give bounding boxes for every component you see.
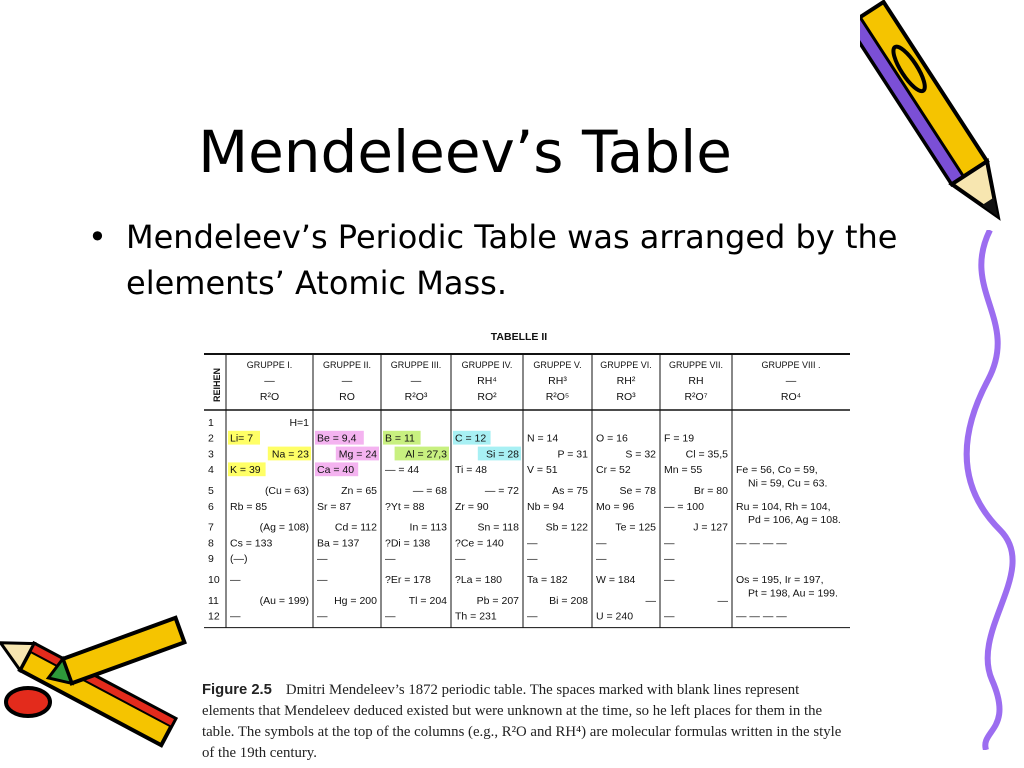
element-cell: — xyxy=(527,537,538,550)
element-cell: S = 32 xyxy=(625,448,656,461)
element-cell: Si = 28 xyxy=(486,448,519,461)
element-cell: Sr = 87 xyxy=(317,500,352,513)
element-cell: C = 12 xyxy=(455,432,487,445)
element-cell: — xyxy=(717,594,728,607)
group-header-hydride: — xyxy=(785,375,797,387)
row-number: 6 xyxy=(208,500,214,513)
element-cell: Br = 80 xyxy=(693,485,728,497)
bullet-dot: • xyxy=(88,218,107,256)
element-cell: Se = 78 xyxy=(619,485,656,497)
element-cell: — xyxy=(664,553,675,566)
element-cell: Sb = 122 xyxy=(545,521,588,534)
group-header-name: GRUPPE VII. xyxy=(668,360,724,370)
element-cell: — xyxy=(317,610,328,623)
caption-text: Dmitri Mendeleev’s 1872 periodic table. The spaces marked with blank lines represent elements that Mendeleev deduced existed but were unknown at the time, so he left places for them in the table. The symbols at the top of the columns (e.g., R²O and RH⁴) are molecular formulas written in the style of the 19th century. xyxy=(202,682,842,761)
pencils-bottom-left-icon xyxy=(0,610,200,768)
group-header-name: GRUPPE VIII . xyxy=(761,360,821,370)
element-cell: Al = 27,3 xyxy=(405,448,447,461)
element-cell: O = 16 xyxy=(596,432,628,445)
row-number: 5 xyxy=(208,485,214,497)
element-cell: ?La = 180 xyxy=(455,574,503,586)
bullet-text: Mendeleev’s Periodic Table was arranged by the elements’ Atomic Mass. xyxy=(126,218,898,302)
element-cell: — xyxy=(596,537,607,550)
element-cell: — xyxy=(527,553,538,566)
element-cell: ?Er = 178 xyxy=(385,574,431,586)
element-cell: — xyxy=(385,553,396,566)
row-number: 10 xyxy=(208,574,220,586)
group-header-oxide: R²O xyxy=(259,391,280,403)
group-header-hydride: RH xyxy=(688,375,704,387)
group-header-name: GRUPPE I. xyxy=(246,360,293,370)
figure-caption xyxy=(202,680,842,764)
element-cell: — xyxy=(317,553,328,566)
element-cell: Ni = 59, Cu = 63. xyxy=(748,477,828,490)
element-cell: Zr = 90 xyxy=(455,500,489,513)
element-cell: Pb = 207 xyxy=(476,594,519,607)
group-header-name: GRUPPE V. xyxy=(533,360,582,370)
element-cell: Hg = 200 xyxy=(334,594,377,607)
element-cell: — xyxy=(645,594,656,607)
element-cell: ?Yt = 88 xyxy=(385,500,425,513)
element-cell: Cr = 52 xyxy=(596,464,631,477)
element-cell: Cs = 133 xyxy=(230,537,273,550)
group-header-oxide: RO⁴ xyxy=(780,391,802,403)
element-cell: ?Ce = 140 xyxy=(455,537,504,550)
element-cell: Ba = 137 xyxy=(317,537,360,550)
group-header-hydride: — xyxy=(341,375,353,387)
element-cell: Mo = 96 xyxy=(596,500,635,513)
element-cell: Be = 9,4 xyxy=(317,432,357,445)
element-cell: (Au = 199) xyxy=(259,594,309,607)
element-cell: Cl = 35,5 xyxy=(685,448,728,461)
element-cell: Th = 231 xyxy=(455,610,497,623)
element-cell: Nb = 94 xyxy=(527,500,565,513)
group-header-oxide: R²O⁵ xyxy=(545,391,570,403)
element-cell: — xyxy=(527,610,538,623)
element-cell: K = 39 xyxy=(230,464,261,477)
element-cell: B = 11 xyxy=(385,432,415,445)
group-header-oxide: RO² xyxy=(477,391,497,403)
row-number: 4 xyxy=(208,464,214,477)
squiggle-line-icon xyxy=(960,230,1024,750)
element-cell: F = 19 xyxy=(664,432,695,445)
element-cell: As = 75 xyxy=(552,485,588,497)
element-cell: (Ag = 108) xyxy=(259,521,309,534)
pencil-top-right-icon xyxy=(860,0,1024,250)
element-cell: Te = 125 xyxy=(615,521,656,534)
element-cell: Na = 23 xyxy=(271,448,309,461)
element-cell: — — — — xyxy=(736,537,787,550)
element-cell: Ta = 182 xyxy=(527,574,568,586)
element-cell: Rb = 85 xyxy=(230,500,268,513)
element-cell: Ca = 40 xyxy=(317,464,355,477)
element-cell: Sn = 118 xyxy=(477,521,519,534)
element-cell: — xyxy=(455,553,466,566)
group-header-name: GRUPPE IV. xyxy=(461,360,513,370)
element-cell: V = 51 xyxy=(527,464,558,477)
row-number: 8 xyxy=(208,537,214,550)
group-header-name: GRUPPE III. xyxy=(390,360,442,370)
element-cell: Pd = 106, Ag = 108. xyxy=(748,514,841,527)
element-cell: — = 68 xyxy=(412,485,447,497)
row-number: 12 xyxy=(208,610,220,623)
element-cell: — = 44 xyxy=(385,464,420,477)
element-cell: — xyxy=(230,610,241,623)
element-cell: — xyxy=(385,610,396,623)
row-number: 11 xyxy=(208,594,219,607)
element-cell: — xyxy=(664,537,675,550)
reihen-label: REIHEN xyxy=(212,367,222,402)
element-cell: (Cu = 63) xyxy=(264,485,309,497)
group-header-name: GRUPPE II. xyxy=(322,360,372,370)
element-cell: Ru = 104, Rh = 104, xyxy=(736,500,831,513)
element-cell: Ti = 48 xyxy=(455,464,488,477)
row-number: 9 xyxy=(208,553,214,566)
table-title: TABELLE II xyxy=(490,331,548,343)
element-cell: (—) xyxy=(230,553,248,566)
element-cell: Li= 7 xyxy=(230,432,254,445)
element-cell: Fe = 56, Co = 59, xyxy=(736,464,818,477)
caption-label: Figure 2.5 xyxy=(202,682,272,698)
group-header-hydride: RH³ xyxy=(548,375,567,387)
bullet-point xyxy=(88,214,908,306)
row-number: 1 xyxy=(208,416,214,429)
element-cell: — = 72 xyxy=(484,485,519,497)
group-header-hydride: — xyxy=(264,375,275,387)
element-cell: Pt = 198, Au = 199. xyxy=(748,587,838,600)
element-cell: ?Di = 138 xyxy=(385,537,431,550)
element-cell: Os = 195, Ir = 197, xyxy=(736,574,824,586)
element-cell: — — — — xyxy=(736,610,787,623)
element-cell: Cd = 112 xyxy=(334,521,377,534)
group-header-hydride: RH⁴ xyxy=(477,375,497,387)
element-cell: P = 31 xyxy=(557,448,588,461)
element-cell: — = 100 xyxy=(664,500,704,513)
group-header-oxide: RO xyxy=(339,391,355,403)
element-cell: Bi = 208 xyxy=(549,594,588,607)
periodic-table-graphic xyxy=(180,312,858,672)
mendeleev-table-figure xyxy=(180,312,858,768)
row-number: 7 xyxy=(208,521,214,534)
element-cell: — xyxy=(664,574,675,586)
element-cell: — xyxy=(596,553,607,566)
group-header-oxide: R²O³ xyxy=(404,391,428,403)
slide-title: Mendeleev’s Table xyxy=(198,118,732,186)
group-header-oxide: R²O⁷ xyxy=(684,391,708,403)
row-number: 3 xyxy=(208,448,214,461)
element-cell: Zn = 65 xyxy=(341,485,377,497)
element-cell: — xyxy=(317,574,328,586)
group-header-name: GRUPPE VI. xyxy=(600,360,652,370)
group-header-hydride: — xyxy=(410,375,422,387)
element-cell: J = 127 xyxy=(693,521,728,534)
row-number: 2 xyxy=(208,432,214,445)
element-cell: — xyxy=(230,574,241,586)
element-cell: H=1 xyxy=(289,416,309,429)
element-cell: U = 240 xyxy=(596,610,634,623)
element-cell: Mn = 55 xyxy=(664,464,703,477)
element-cell: W = 184 xyxy=(596,574,636,586)
element-cell: Tl = 204 xyxy=(408,594,447,607)
group-header-hydride: RH² xyxy=(616,375,636,387)
group-header-oxide: RO³ xyxy=(616,391,636,403)
element-cell: N = 14 xyxy=(527,432,559,445)
element-cell: — xyxy=(664,610,675,623)
element-cell: Mg = 24 xyxy=(338,448,377,461)
element-cell: In = 113 xyxy=(409,521,447,534)
